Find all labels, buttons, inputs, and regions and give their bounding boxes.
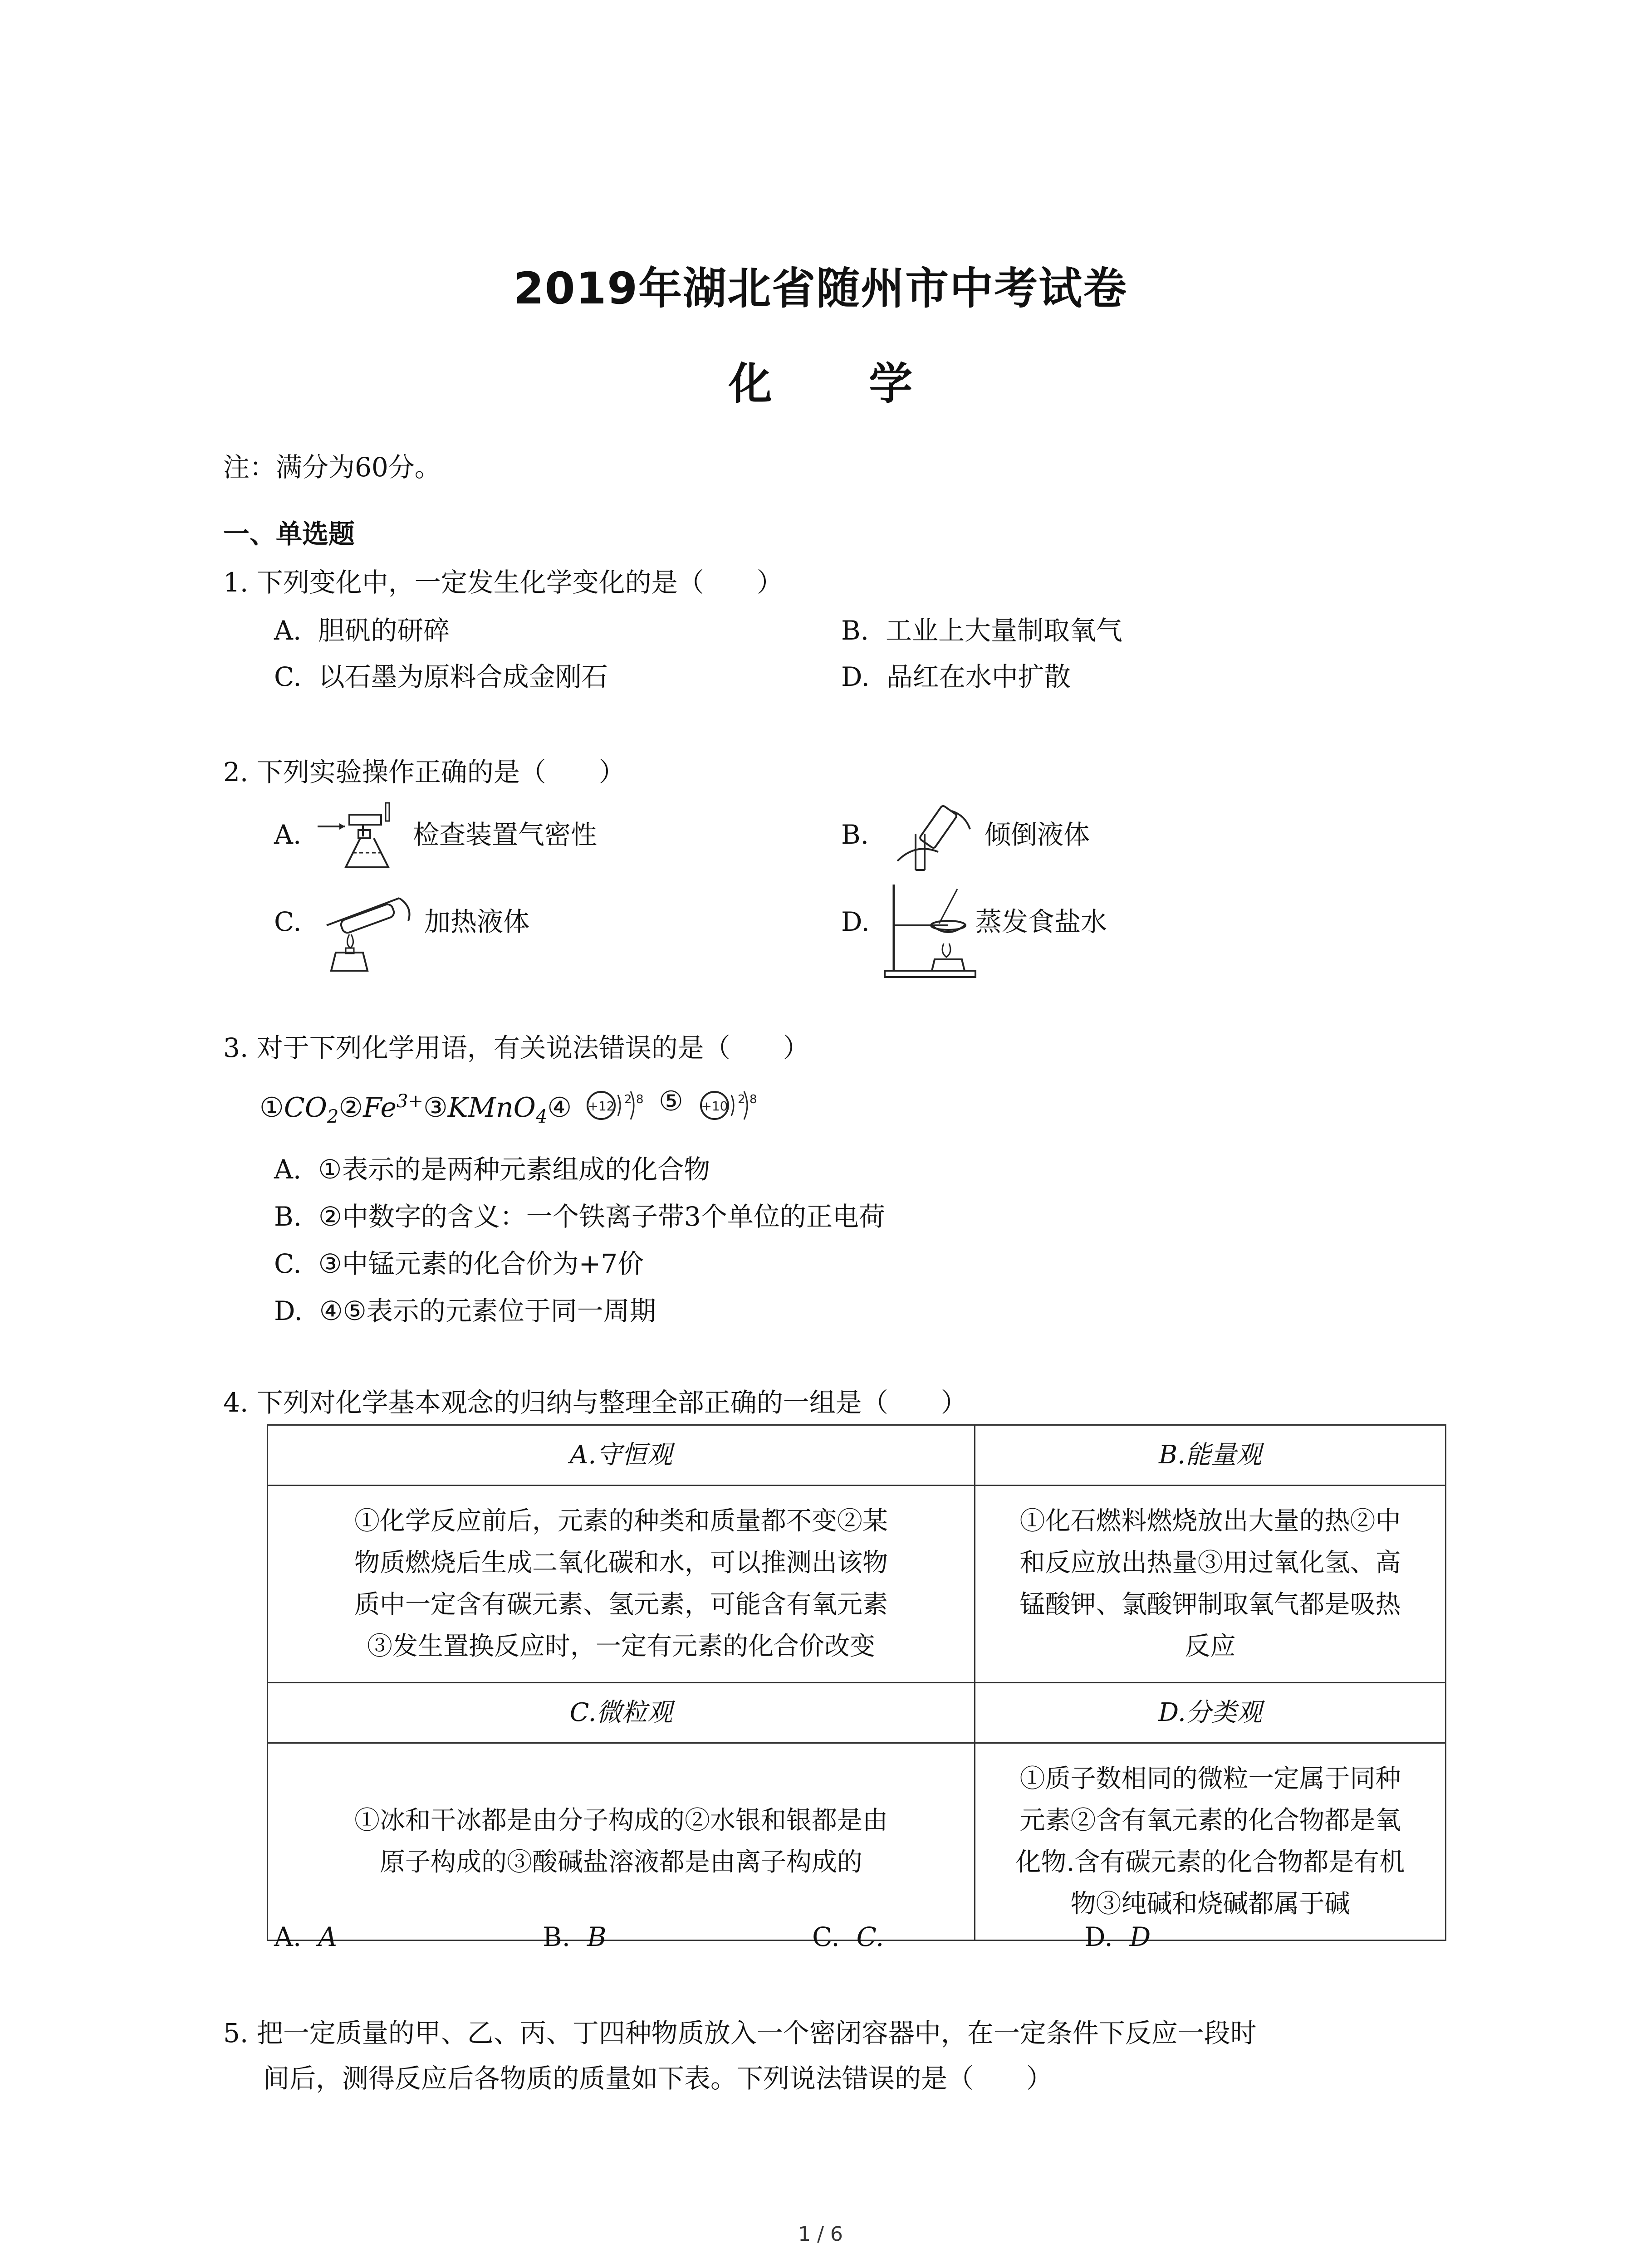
q2-option-b-text: 倾倒液体 — [985, 819, 1090, 850]
option-text: ③中锰元素的化合价为+7价 — [318, 1248, 644, 1279]
option-label: A. — [274, 1921, 302, 1952]
option-text: ①表示的是两种元素组成的化合物 — [318, 1154, 710, 1185]
table-head-c: C.微粒观 — [268, 1683, 975, 1743]
option-text: B — [587, 1921, 607, 1952]
option-label: B. — [274, 1201, 302, 1232]
fe-ion: Fe — [363, 1092, 397, 1124]
q1-stem: 1. 下列变化中，一定发生化学变化的是（ ） — [223, 567, 783, 598]
option-label: A. — [274, 615, 302, 646]
symbol-number-2: ② — [338, 1092, 363, 1124]
cell-line: 物③纯碱和烧碱都属于碱 — [1070, 1889, 1350, 1919]
cell-line: 化物.含有碳元素的化合物都是有机 — [1015, 1848, 1405, 1877]
option-label: A. — [274, 1154, 302, 1185]
heat-liquid-icon — [313, 885, 422, 975]
evaporate-salt-water-icon — [885, 880, 975, 980]
concepts-table — [267, 1424, 1446, 1941]
section-heading: 一、单选题 — [223, 518, 355, 549]
co2-formula: CO — [284, 1092, 327, 1124]
option-label: B. — [543, 1921, 571, 1952]
q1-option-b[interactable] — [841, 616, 1122, 645]
symbol-number-5: ⑤ — [659, 1085, 683, 1117]
table-head-b: B.能量观 — [975, 1425, 1446, 1486]
symbol-number-4: ④ — [547, 1092, 572, 1124]
atom4-shell2: 8 — [636, 1093, 644, 1106]
atom4-nucleus: +12 — [588, 1099, 615, 1114]
page-number: 1 / 6 — [798, 2223, 843, 2246]
option-text: C. — [856, 1921, 884, 1952]
option-label: D. — [841, 661, 870, 692]
q2-stem: 2. 下列实验操作正确的是（ ） — [223, 757, 625, 787]
exam-title: 2019年湖北省随州市中考试卷 — [513, 263, 1128, 314]
q1-option-c[interactable] — [274, 662, 608, 691]
fe-charge: 3+ — [397, 1091, 423, 1112]
cell-line: ①化学反应前后，元素的种类和质量都不变②某 — [354, 1506, 888, 1536]
atom5-shell1: 2 — [738, 1093, 745, 1106]
cell-line: ①化石燃料燃烧放出大量的热②中 — [1019, 1506, 1401, 1536]
q1-option-d[interactable] — [841, 662, 1071, 691]
cell-line: ③发生置换反应时，一定有元素的化合价改变 — [367, 1632, 875, 1661]
table-head-a: A.守恒观 — [268, 1425, 975, 1486]
cell-line: 元素②含有氧元素的化合物都是氧 — [1019, 1806, 1401, 1835]
cell-line: 物质燃烧后生成二氧化碳和水，可以推测出该物 — [354, 1548, 888, 1578]
q3-option-b[interactable] — [274, 1202, 885, 1231]
option-label: D. — [1084, 1921, 1113, 1952]
kmno4-formula: KMnO — [447, 1092, 536, 1124]
q5-stem-line-2: 间后，测得反应后各物质的质量如下表。下列说法错误的是（ ） — [263, 2063, 1053, 2094]
cell-line: 和反应放出热量③用过氧化氢、高 — [1019, 1548, 1401, 1578]
option-label: B. — [841, 615, 869, 646]
q2-option-a-label[interactable]: A. — [274, 819, 302, 850]
option-label: C. — [274, 1248, 302, 1279]
score-note: 注：满分为60分。 — [223, 452, 441, 483]
q3-stem: 3. 对于下列化学用语，有关说法错误的是（ ） — [223, 1032, 809, 1063]
cell-line: 原子构成的③酸碱盐溶液都是由离子构成的 — [380, 1848, 862, 1877]
q4-option-d[interactable] — [1084, 1922, 1151, 1951]
q2-option-d-label[interactable]: D. — [841, 906, 870, 937]
option-label: C. — [274, 661, 302, 692]
cell-line: 反应 — [1185, 1632, 1236, 1661]
atom5-shell2: 8 — [749, 1093, 757, 1106]
q3-option-d[interactable] — [274, 1296, 656, 1325]
option-label: C. — [812, 1921, 840, 1952]
option-text: 胆矾的研碎 — [318, 615, 450, 646]
q2-option-a-text: 检查装置气密性 — [413, 819, 598, 850]
atom-structure-mg-icon — [585, 1085, 649, 1126]
option-text: 以石墨为原料合成金刚石 — [318, 661, 608, 692]
table-cell-c — [268, 1743, 975, 1941]
q5-stem-line-1: 5. 把一定质量的甲、乙、丙、丁四种物质放入一个密闭容器中，在一定条件下反应一段时 — [223, 2018, 1257, 2048]
cell-line: ①质子数相同的微粒一定属于同种 — [1019, 1764, 1401, 1794]
q2-option-b-label[interactable]: B. — [841, 819, 869, 850]
airtight-check-icon — [318, 803, 408, 871]
table-cell-a — [268, 1486, 975, 1683]
atom4-shell1: 2 — [624, 1093, 632, 1106]
q2-option-d-text: 蒸发食盐水 — [975, 906, 1107, 937]
option-text: ②中数字的含义：一个铁离子带3个单位的正电荷 — [318, 1201, 885, 1232]
option-text: 品红在水中扩散 — [886, 661, 1071, 692]
symbol-number-3: ③ — [423, 1092, 448, 1124]
cell-line: 锰酸钾、氯酸钾制取氧气都是吸热 — [1019, 1590, 1401, 1619]
atom5-nucleus: +10 — [701, 1099, 728, 1114]
table-cell-b — [975, 1486, 1446, 1683]
q4-option-a[interactable] — [274, 1922, 337, 1951]
co2-subscript: 2 — [327, 1106, 339, 1127]
subject-title: 化 学 — [728, 358, 954, 409]
cell-line: ①冰和干冰都是由分子构成的②水银和银都是由 — [354, 1806, 888, 1835]
q2-option-c-label[interactable]: C. — [274, 906, 302, 937]
atom-structure-ne-icon — [699, 1085, 762, 1126]
q3-option-c[interactable] — [274, 1249, 644, 1278]
option-text: 工业上大量制取氧气 — [885, 615, 1122, 646]
q3-option-a[interactable] — [274, 1155, 710, 1184]
option-text: D — [1129, 1921, 1151, 1952]
cell-line: 质中一定含有碳元素、氢元素，可能含有氧元素 — [354, 1590, 888, 1619]
kmno4-subscript: 4 — [535, 1106, 548, 1127]
symbol-number-1: ① — [260, 1092, 284, 1124]
q3-symbols — [260, 1087, 572, 1131]
option-text: ④⑤表示的元素位于同一周期 — [319, 1295, 656, 1326]
table-cell-d — [975, 1743, 1446, 1941]
q1-option-a[interactable] — [274, 616, 450, 645]
q4-option-c[interactable] — [812, 1922, 884, 1951]
q4-stem: 4. 下列对化学基本观念的归纳与整理全部正确的一组是（ ） — [223, 1387, 967, 1418]
pour-liquid-icon — [888, 802, 979, 870]
option-text: A — [318, 1921, 338, 1952]
table-head-d: D.分类观 — [975, 1683, 1446, 1743]
q2-option-c-text: 加热液体 — [424, 906, 530, 937]
option-label: D. — [274, 1295, 303, 1326]
q4-option-b[interactable] — [543, 1922, 607, 1951]
